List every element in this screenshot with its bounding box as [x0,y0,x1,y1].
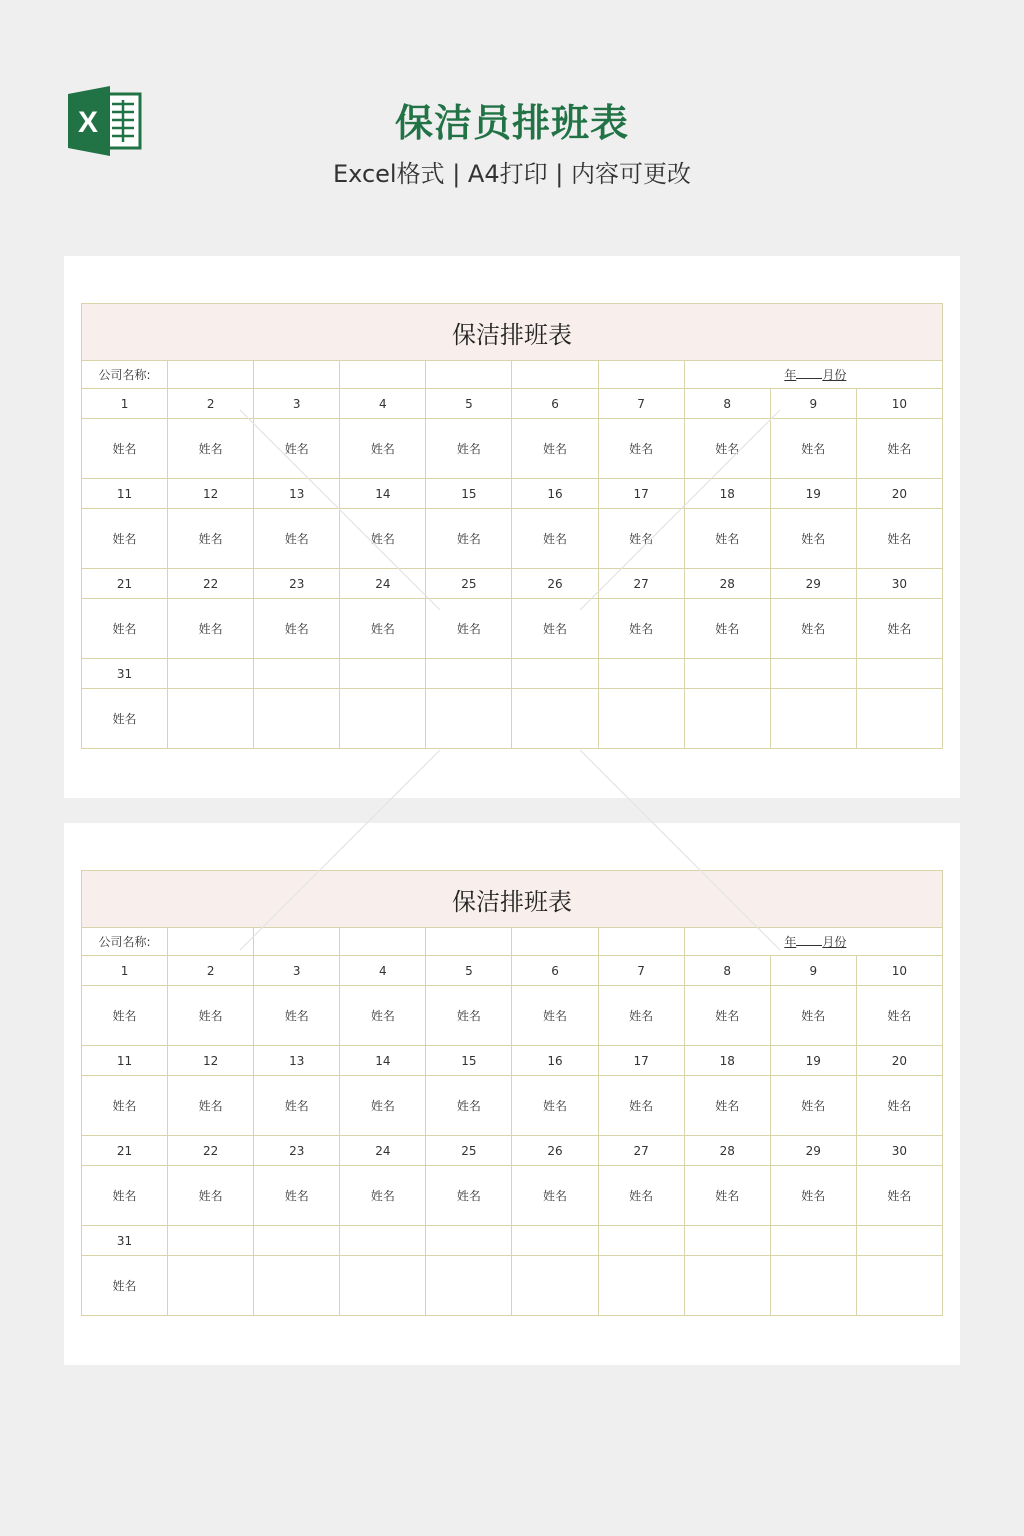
staff-name-cell[interactable]: 姓名 [684,599,770,659]
day-number-cell: 26 [512,569,598,599]
empty-cell [426,1256,512,1316]
company-name-cell[interactable] [168,361,254,389]
staff-name-cell[interactable]: 姓名 [770,599,856,659]
day-number-cell: 12 [168,479,254,509]
staff-name-cell[interactable]: 姓名 [254,509,340,569]
staff-name-cell[interactable]: 姓名 [770,986,856,1046]
day-number-row [82,479,943,509]
empty-cell [254,659,340,689]
day-number-cell: 8 [684,389,770,419]
staff-name-cell[interactable]: 姓名 [426,986,512,1046]
staff-name-cell[interactable]: 姓名 [770,509,856,569]
day-number-cell: 2 [168,956,254,986]
day-number-cell: 25 [426,569,512,599]
name-row [82,986,943,1046]
empty-cell [168,1256,254,1316]
empty-cell [426,689,512,749]
day-number-cell: 28 [684,1136,770,1166]
day-number-cell: 30 [856,569,942,599]
day-number-row [82,569,943,599]
staff-name-cell[interactable]: 姓名 [856,509,942,569]
empty-cell [512,659,598,689]
empty-cell [856,659,942,689]
empty-cell [168,1226,254,1256]
day-number-cell: 27 [598,1136,684,1166]
staff-name-cell[interactable]: 姓名 [512,1076,598,1136]
day-number-row [82,956,943,986]
day-number-cell: 27 [598,569,684,599]
staff-name-cell[interactable]: 姓名 [598,419,684,479]
day-number-cell: 22 [168,1136,254,1166]
staff-name-cell[interactable]: 姓名 [168,986,254,1046]
staff-name-cell[interactable]: 姓名 [426,1166,512,1226]
staff-name-cell[interactable]: 姓名 [598,599,684,659]
month-label: 月份 [822,935,847,949]
day-number-cell: 1 [82,389,168,419]
day-number-cell: 18 [684,479,770,509]
staff-name-cell[interactable]: 姓名 [598,1166,684,1226]
empty-cell [598,1256,684,1316]
staff-name-cell[interactable]: 姓名 [856,599,942,659]
staff-name-cell[interactable]: 姓名 [684,986,770,1046]
day-number-cell: 14 [340,479,426,509]
day-number-cell: 3 [254,956,340,986]
company-name-cell[interactable] [598,361,684,389]
day-number-cell: 11 [82,1046,168,1076]
day-number-cell: 25 [426,1136,512,1166]
day-number-cell: 29 [770,569,856,599]
staff-name-cell[interactable]: 姓名 [512,419,598,479]
page-subtitle: Excel格式 | A4打印 | 内容可更改 [333,160,691,188]
day-number-cell: 8 [684,956,770,986]
day-number-cell: 7 [598,389,684,419]
day-number-cell: 5 [426,956,512,986]
empty-cell [512,1256,598,1316]
day-number-cell: 10 [856,956,942,986]
empty-cell [426,1226,512,1256]
year-month-gap [796,935,822,946]
staff-name-cell[interactable]: 姓名 [770,419,856,479]
staff-name-cell[interactable]: 姓名 [82,689,168,749]
company-name-cell[interactable] [426,928,512,956]
day-number-cell: 13 [254,479,340,509]
sheet-title: 保洁排班表 [82,304,943,361]
empty-cell [770,1226,856,1256]
empty-cell [856,689,942,749]
staff-name-cell[interactable]: 姓名 [168,509,254,569]
staff-name-cell[interactable]: 姓名 [340,599,426,659]
staff-name-cell[interactable]: 姓名 [254,599,340,659]
day-number-cell: 12 [168,1046,254,1076]
day-number-cell: 22 [168,569,254,599]
schedule-sheet-1 [64,256,960,798]
staff-name-cell[interactable]: 姓名 [168,1076,254,1136]
name-row [82,599,943,659]
day-number-cell: 6 [512,389,598,419]
day-number-cell: 20 [856,479,942,509]
year-month-cell[interactable] [684,361,942,389]
name-row [82,1256,943,1316]
company-name-cell[interactable] [340,361,426,389]
day-number-cell: 9 [770,956,856,986]
day-number-cell: 4 [340,956,426,986]
empty-cell [684,1226,770,1256]
day-number-cell: 16 [512,479,598,509]
day-number-cell: 21 [82,569,168,599]
empty-cell [340,1226,426,1256]
company-name-cell[interactable] [426,361,512,389]
empty-cell [598,659,684,689]
empty-cell [856,1256,942,1316]
day-number-cell: 31 [82,659,168,689]
company-name-cell[interactable] [512,928,598,956]
staff-name-cell[interactable]: 姓名 [598,1076,684,1136]
empty-cell [340,1256,426,1316]
day-number-cell: 5 [426,389,512,419]
staff-name-cell[interactable]: 姓名 [340,986,426,1046]
day-number-cell: 29 [770,1136,856,1166]
day-number-cell: 17 [598,1046,684,1076]
staff-name-cell[interactable]: 姓名 [426,509,512,569]
staff-name-cell[interactable]: 姓名 [340,509,426,569]
staff-name-cell[interactable]: 姓名 [340,1076,426,1136]
staff-name-cell[interactable]: 姓名 [512,1166,598,1226]
day-number-cell: 9 [770,389,856,419]
name-row [82,1076,943,1136]
year-label: 年 [784,368,797,382]
staff-name-cell[interactable]: 姓名 [82,599,168,659]
year-month-gap [796,368,822,379]
day-number-cell: 15 [426,479,512,509]
day-number-row [82,389,943,419]
day-number-row [82,1046,943,1076]
day-number-row [82,659,943,689]
day-number-cell: 26 [512,1136,598,1166]
empty-cell [856,1226,942,1256]
staff-name-cell[interactable]: 姓名 [598,986,684,1046]
staff-name-cell[interactable]: 姓名 [770,1166,856,1226]
year-label: 年 [784,935,797,949]
company-name-cell[interactable] [254,361,340,389]
day-number-cell: 31 [82,1226,168,1256]
staff-name-cell[interactable]: 姓名 [168,419,254,479]
empty-cell [770,659,856,689]
empty-cell [340,689,426,749]
staff-name-cell[interactable]: 姓名 [770,1076,856,1136]
staff-name-cell[interactable]: 姓名 [254,419,340,479]
day-number-cell: 16 [512,1046,598,1076]
sheet-title: 保洁排班表 [82,871,943,928]
day-number-cell: 24 [340,569,426,599]
day-number-cell: 20 [856,1046,942,1076]
empty-cell [168,689,254,749]
staff-name-cell[interactable]: 姓名 [340,419,426,479]
empty-cell [598,689,684,749]
staff-name-cell[interactable]: 姓名 [254,1076,340,1136]
company-name-cell[interactable] [598,928,684,956]
day-number-row [82,1226,943,1256]
staff-name-cell[interactable]: 姓名 [512,509,598,569]
day-number-cell: 23 [254,1136,340,1166]
empty-cell [770,689,856,749]
day-number-cell: 2 [168,389,254,419]
day-number-cell: 17 [598,479,684,509]
day-number-cell: 1 [82,956,168,986]
company-name-cell[interactable] [254,928,340,956]
staff-name-cell[interactable]: 姓名 [856,986,942,1046]
day-number-cell: 4 [340,389,426,419]
staff-name-cell[interactable]: 姓名 [426,1076,512,1136]
staff-name-cell[interactable]: 姓名 [598,509,684,569]
staff-name-cell[interactable]: 姓名 [512,599,598,659]
day-number-cell: 23 [254,569,340,599]
schedule-sheet-2 [64,823,960,1365]
empty-cell [684,1256,770,1316]
day-number-cell: 15 [426,1046,512,1076]
company-name-cell[interactable] [168,928,254,956]
name-row [82,419,943,479]
staff-name-cell[interactable]: 姓名 [856,1166,942,1226]
staff-name-cell[interactable]: 姓名 [82,1256,168,1316]
day-number-cell: 10 [856,389,942,419]
company-name-cell[interactable] [512,361,598,389]
logo-letter: X [77,106,99,139]
name-row [82,509,943,569]
staff-name-cell[interactable]: 姓名 [254,1166,340,1226]
staff-name-cell[interactable]: 姓名 [426,599,512,659]
staff-name-cell[interactable]: 姓名 [168,1166,254,1226]
staff-name-cell[interactable]: 姓名 [684,1166,770,1226]
staff-name-cell[interactable]: 姓名 [512,986,598,1046]
name-row [82,1166,943,1226]
schedule-table [81,303,943,749]
empty-cell [684,689,770,749]
staff-name-cell[interactable]: 姓名 [684,1076,770,1136]
staff-name-cell[interactable]: 姓名 [82,1166,168,1226]
name-row [82,689,943,749]
empty-cell [770,1256,856,1316]
staff-name-cell[interactable]: 姓名 [684,419,770,479]
staff-name-cell[interactable]: 姓名 [82,1076,168,1136]
company-label: 公司名称: [82,928,168,956]
staff-name-cell[interactable]: 姓名 [426,419,512,479]
staff-name-cell[interactable]: 姓名 [856,1076,942,1136]
empty-cell [340,659,426,689]
staff-name-cell[interactable]: 姓名 [82,419,168,479]
day-number-cell: 7 [598,956,684,986]
staff-name-cell[interactable]: 姓名 [856,419,942,479]
day-number-cell: 11 [82,479,168,509]
staff-name-cell[interactable]: 姓名 [340,1166,426,1226]
day-number-cell: 3 [254,389,340,419]
day-number-cell: 21 [82,1136,168,1166]
staff-name-cell[interactable]: 姓名 [684,509,770,569]
staff-name-cell[interactable]: 姓名 [82,986,168,1046]
day-number-cell: 14 [340,1046,426,1076]
staff-name-cell[interactable]: 姓名 [82,509,168,569]
day-number-cell: 19 [770,479,856,509]
staff-name-cell[interactable]: 姓名 [254,986,340,1046]
month-label: 月份 [822,368,847,382]
empty-cell [512,1226,598,1256]
empty-cell [254,1256,340,1316]
company-name-cell[interactable] [340,928,426,956]
schedule-table [81,870,943,1316]
company-label: 公司名称: [82,361,168,389]
staff-name-cell[interactable]: 姓名 [168,599,254,659]
empty-cell [254,1226,340,1256]
empty-cell [254,689,340,749]
empty-cell [512,689,598,749]
day-number-cell: 18 [684,1046,770,1076]
empty-cell [684,659,770,689]
empty-cell [426,659,512,689]
day-number-cell: 6 [512,956,598,986]
day-number-cell: 19 [770,1046,856,1076]
day-number-row [82,1136,943,1166]
day-number-cell: 28 [684,569,770,599]
day-number-cell: 24 [340,1136,426,1166]
day-number-cell: 30 [856,1136,942,1166]
empty-cell [598,1226,684,1256]
day-number-cell: 13 [254,1046,340,1076]
year-month-cell[interactable] [684,928,942,956]
page-title: 保洁员排班表 [394,101,629,145]
empty-cell [168,659,254,689]
